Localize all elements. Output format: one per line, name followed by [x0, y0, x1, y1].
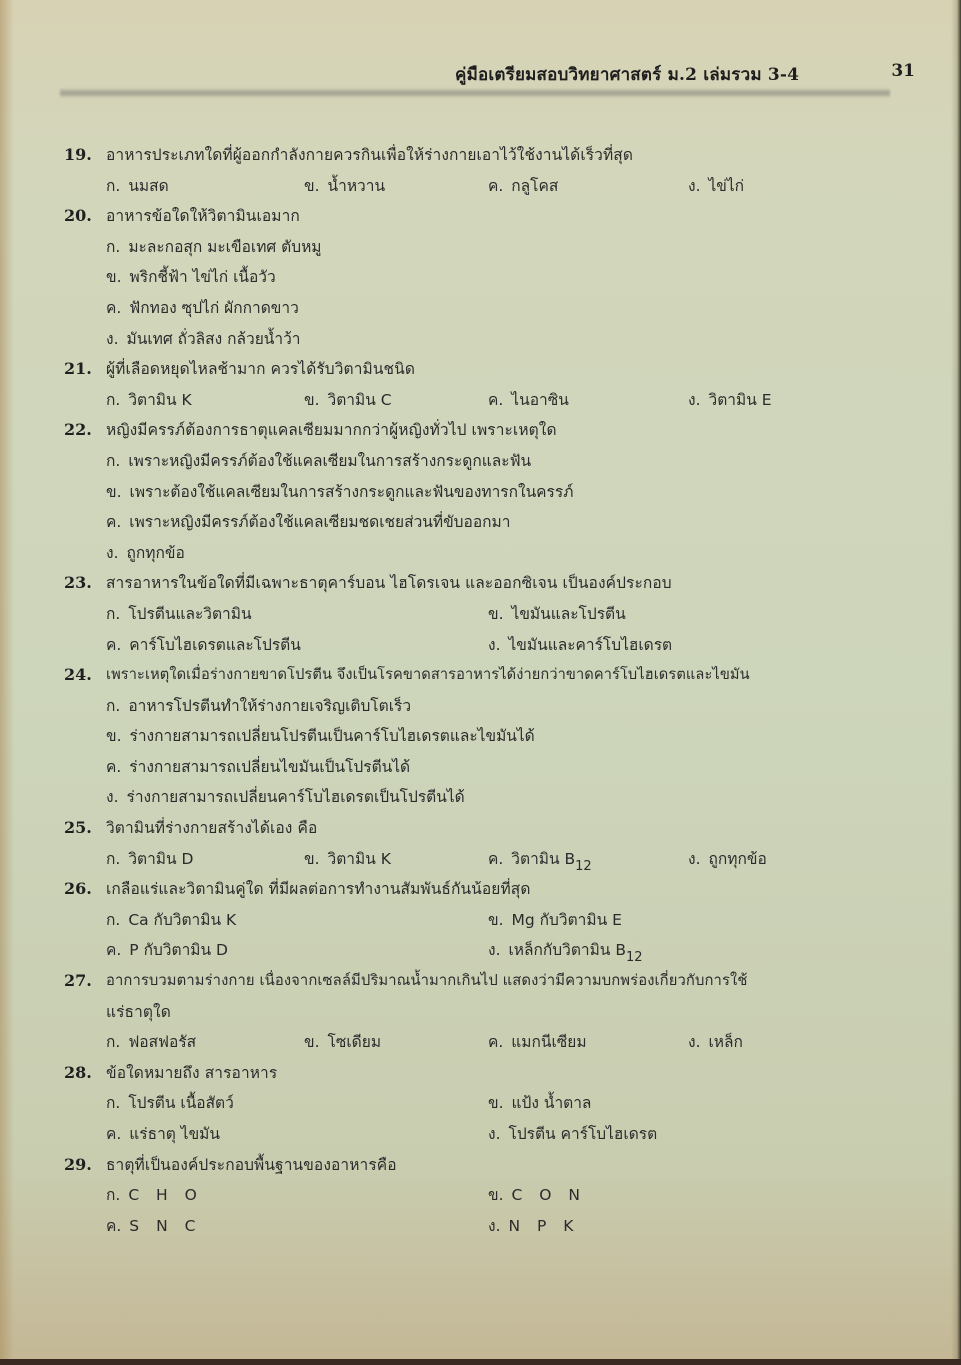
option-text: พริกชี้ฟ้า ไข่ไก่ เนื้อวัว: [129, 268, 276, 287]
option-c: [106, 935, 228, 966]
options-row: [64, 844, 884, 875]
option-text: กลูโคส: [511, 176, 559, 195]
option-label: ก.: [106, 910, 121, 929]
option-text: P กับวิตามิน D: [129, 941, 228, 960]
option-text: วิตามิน B: [511, 849, 576, 868]
question-29: [64, 1150, 884, 1181]
options-row: [64, 446, 884, 477]
question-text: เกลือแร่และวิตามินคู่ใด ที่มีผลต่อการทำงานสัมพันธ์กันน้อยที่สุด: [106, 880, 531, 899]
option-b: [106, 262, 276, 293]
question-27-continued: [64, 997, 884, 1028]
options-row: [64, 752, 884, 783]
option-label: ค.: [488, 1033, 504, 1052]
option-label: ก.: [106, 696, 121, 715]
question-number: 29.: [64, 1154, 92, 1174]
question-number: 19.: [64, 145, 92, 164]
option-a: [106, 844, 193, 875]
option-b: [488, 1088, 591, 1119]
options-row: [64, 385, 884, 416]
option-text: N P K: [508, 1216, 580, 1235]
option-b: [106, 477, 573, 508]
option-label: ข.: [488, 1186, 504, 1205]
option-text: ไขมันและคาร์โบไฮเดรต: [508, 635, 673, 654]
option-label: ข.: [304, 176, 320, 195]
option-label: ก.: [106, 1186, 121, 1205]
option-b: [304, 1027, 381, 1058]
question-22: [64, 415, 884, 446]
option-text: แป้ง น้ำตาล: [511, 1094, 592, 1113]
page-bottom-edge: [0, 1359, 961, 1365]
option-label: ข.: [488, 604, 504, 623]
option-label: ข.: [488, 910, 504, 929]
option-text: S N C: [129, 1216, 202, 1235]
option-text: Ca กับวิตามิน K: [128, 910, 237, 929]
question-text: สารอาหารในข้อใดที่มีเฉพาะธาตุคาร์บอน ไฮโดรเจน และออกซิเจน เป็นองค์ประกอบ: [106, 574, 672, 593]
option-d: [488, 630, 672, 661]
subscript: 12: [625, 950, 643, 966]
option-label: ค.: [106, 941, 122, 960]
options-row: [64, 1119, 884, 1150]
option-a: [106, 599, 252, 630]
option-label: ง.: [488, 1216, 501, 1235]
option-a: [106, 171, 169, 202]
option-b: [304, 385, 392, 416]
option-text: วิตามิน E: [708, 390, 772, 409]
options-row: [64, 1211, 884, 1242]
option-label: ข.: [304, 390, 320, 409]
option-c: [106, 752, 410, 783]
question-text: ผู้ที่เลือดหยุดไหลช้ามาก ควรได้รับวิตามินชนิด: [106, 360, 415, 379]
option-text: แมกนีเซียม: [511, 1033, 587, 1052]
options-row: [64, 1088, 884, 1119]
options-row: [64, 507, 884, 538]
option-text: มันเทศ ถั่วลิสง กล้วยน้ำว้า: [126, 329, 301, 348]
options-row: [64, 171, 884, 202]
option-d: [106, 782, 465, 813]
options-row: [64, 1180, 884, 1211]
option-text: วิตามิน K: [327, 849, 391, 868]
running-header: [455, 58, 915, 88]
option-b: [488, 599, 626, 630]
subscript: 12: [575, 858, 592, 874]
options-row: [64, 905, 884, 936]
option-text: ถูกทุกข้อ: [126, 543, 185, 562]
option-text: วิตามิน D: [128, 849, 194, 868]
book-title: คู่มือเตรียมสอบวิทยาศาสตร์ ม.2 เล่มรวม 3-4: [455, 65, 800, 85]
page-edge-right: [951, 0, 961, 1365]
question-25: [64, 813, 884, 844]
option-b: [304, 844, 391, 875]
option-d: [688, 1027, 743, 1058]
question-23: [64, 568, 884, 599]
header-rule: [60, 88, 890, 98]
options-row: [64, 538, 884, 569]
option-c: [488, 1027, 587, 1058]
option-b: [304, 171, 385, 202]
option-text: น้ำหวาน: [327, 176, 386, 195]
option-a: [106, 1027, 196, 1058]
option-text: Mg กับวิตามิน E: [511, 910, 622, 929]
option-c: [106, 1211, 201, 1242]
option-text: เพราะต้องใช้แคลเซียมในการสร้างกระดูกและฟันของทารกในครรภ์: [129, 482, 574, 501]
question-text: หญิงมีครรภ์ต้องการธาตุแคลเซียมมากกว่าผู้หญิงทั่วไป เพราะเหตุใด: [106, 421, 557, 440]
option-label: ค.: [106, 1216, 122, 1235]
option-label: ข.: [106, 727, 122, 746]
question-number: 26.: [64, 879, 92, 899]
question-text-continued: แร่ธาตุใด: [106, 1002, 171, 1021]
option-a: [106, 1088, 234, 1119]
option-label: ข.: [106, 268, 122, 287]
option-text: เหล็ก: [708, 1033, 743, 1052]
options-row: [64, 782, 884, 813]
option-text: ร่างกายสามารถเปลี่ยนโปรตีนเป็นคาร์โบไฮเดรตและไขมันได้: [129, 727, 535, 746]
option-text: วิตามิน K: [128, 390, 192, 409]
option-text: แร่ธาตุ ไขมัน: [129, 1125, 220, 1143]
question-list: [64, 140, 884, 1241]
option-label: ค.: [106, 635, 122, 654]
option-label: ก.: [106, 1094, 121, 1113]
question-number: 28.: [64, 1062, 92, 1082]
options-row: [64, 293, 884, 324]
question-text: เพราะเหตุใดเมื่อร่างกายขาดโปรตีน จึงเป็นโรคขาดสารอาหารได้ง่ายกว่าขาดคาร์โบไฮเดรตและไขมัน: [106, 666, 750, 684]
option-label: ง.: [488, 635, 501, 654]
option-label: ข.: [106, 482, 122, 501]
option-text: ฟอสฟอรัส: [128, 1033, 197, 1052]
option-a: [106, 385, 192, 416]
option-label: ค.: [488, 390, 504, 409]
option-d: [688, 171, 744, 202]
option-c: [106, 293, 299, 324]
option-c: [106, 1119, 220, 1150]
option-d: [488, 1119, 657, 1150]
question-number: 27.: [64, 971, 92, 991]
option-label: ค.: [488, 849, 504, 868]
option-b: [488, 1180, 586, 1211]
options-row: [64, 324, 884, 355]
question-number: 21.: [64, 359, 92, 379]
question-27: [64, 966, 884, 997]
option-b: [106, 721, 535, 752]
question-28: [64, 1058, 884, 1089]
question-text: อาหารข้อใดให้วิตามินเอมาก: [106, 207, 300, 226]
option-text: มะละกอสุก มะเขือเทศ ตับหมู: [128, 237, 322, 256]
option-d: [488, 1211, 579, 1242]
option-label: ค.: [106, 298, 122, 317]
question-text: อาการบวมตามร่างกาย เนื่องจากเซลล์มีปริมาณน้ำมากเกินไป แสดงว่ามีความบกพร่องเกี่ยวกับการใช้: [106, 972, 748, 990]
question-text: ธาตุที่เป็นองค์ประกอบพื้นฐานของอาหารคือ: [106, 1155, 397, 1174]
option-text: ฟักทอง ซุปไก่ ผักกาดขาว: [129, 298, 299, 317]
options-row: [64, 721, 884, 752]
option-d: [688, 844, 767, 875]
option-text: เหล็กกับวิตามิน B: [508, 941, 626, 960]
option-label: ค.: [488, 176, 504, 195]
option-text: ถูกทุกข้อ: [708, 849, 767, 868]
options-row: [64, 477, 884, 508]
options-row: [64, 691, 884, 722]
option-label: ก.: [106, 237, 121, 256]
option-label: ง.: [488, 1125, 501, 1143]
option-label: ง.: [106, 329, 119, 348]
option-label: ก.: [106, 390, 121, 409]
options-row: [64, 1027, 884, 1058]
option-label: ข.: [488, 1094, 504, 1113]
question-26: [64, 874, 884, 905]
option-a: [106, 232, 322, 263]
page-edge-left: [0, 0, 14, 1365]
option-d: [688, 385, 772, 416]
question-21: [64, 354, 884, 385]
option-text: เพราะหญิงมีครรภ์ต้องใช้แคลเซียมในการสร้างกระดูกและฟัน: [128, 451, 532, 470]
option-text: โปรตีน คาร์โบไฮเดรต: [508, 1125, 658, 1143]
question-20: [64, 201, 884, 232]
option-label: ข.: [304, 849, 320, 868]
option-text: ร่างกายสามารถเปลี่ยนไขมันเป็นโปรตีนได้: [129, 757, 411, 776]
option-label: ง.: [106, 543, 119, 562]
option-c: [106, 630, 301, 661]
option-label: ก.: [106, 849, 121, 868]
option-text: คาร์โบไฮเดรตและโปรตีน: [129, 635, 301, 654]
option-label: ก.: [106, 1033, 121, 1052]
option-text: ร่างกายสามารถเปลี่ยนคาร์โบไฮเดรตเป็นโปรตีนได้: [126, 788, 465, 807]
option-c: [106, 507, 510, 538]
option-label: ค.: [106, 513, 122, 532]
question-number: 24.: [64, 665, 92, 685]
option-text: โปรตีน เนื้อสัตว์: [128, 1094, 234, 1113]
option-a: [106, 446, 531, 477]
option-label: ค.: [106, 757, 122, 776]
options-row: [64, 935, 884, 966]
option-label: ก.: [106, 604, 121, 623]
question-19: [64, 140, 884, 171]
option-label: ง.: [688, 1033, 701, 1052]
option-text: C O N: [511, 1186, 587, 1205]
option-label: ง.: [688, 390, 701, 409]
options-row: [64, 599, 884, 630]
options-row: [64, 630, 884, 661]
option-text: ไขมันและโปรตีน: [511, 604, 626, 623]
question-number: 23.: [64, 573, 92, 593]
option-text: C H O: [128, 1186, 203, 1205]
option-label: ข.: [304, 1033, 320, 1052]
page-number: 31: [891, 61, 915, 81]
option-label: ก.: [106, 176, 121, 195]
option-label: ง.: [106, 788, 119, 807]
question-text: ข้อใดหมายถึง สารอาหาร: [106, 1063, 278, 1082]
option-text: วิตามิน C: [327, 390, 392, 409]
option-text: เพราะหญิงมีครรภ์ต้องใช้แคลเซียมชดเชยส่วนที่ขับออกมา: [129, 513, 511, 532]
option-label: ก.: [106, 451, 121, 470]
options-row: [64, 262, 884, 293]
question-24: [64, 660, 884, 691]
option-label: ค.: [106, 1125, 122, 1143]
option-text: โปรตีนและวิตามิน: [128, 604, 252, 623]
option-a: [106, 691, 411, 722]
option-c: [488, 171, 558, 202]
option-b: [488, 905, 622, 936]
question-text: วิตามินที่ร่างกายสร้างได้เอง คือ: [106, 819, 318, 838]
option-a: [106, 1180, 203, 1211]
option-text: โซเดียม: [327, 1033, 382, 1052]
option-text: นมสด: [128, 176, 169, 195]
question-text: อาหารประเภทใดที่ผู้ออกกำลังกายควรกินเพื่อให้ร่างกายเอาไว้ใช้งานได้เร็วที่สุด: [106, 146, 633, 164]
option-label: ง.: [688, 176, 701, 195]
options-row: [64, 232, 884, 263]
option-a: [106, 905, 236, 936]
question-number: 22.: [64, 420, 92, 440]
option-c: [488, 385, 569, 416]
option-text: ไข่ไก่: [708, 176, 745, 195]
option-text: อาหารโปรตีนทำให้ร่างกายเจริญเติบโตเร็ว: [128, 696, 412, 715]
option-d: [106, 538, 185, 569]
option-text: ไนอาซิน: [511, 390, 569, 409]
option-label: ง.: [688, 849, 701, 868]
option-d: [106, 324, 301, 355]
option-label: ง.: [488, 941, 501, 960]
question-number: 20.: [64, 206, 92, 226]
question-number: 25.: [64, 818, 92, 838]
